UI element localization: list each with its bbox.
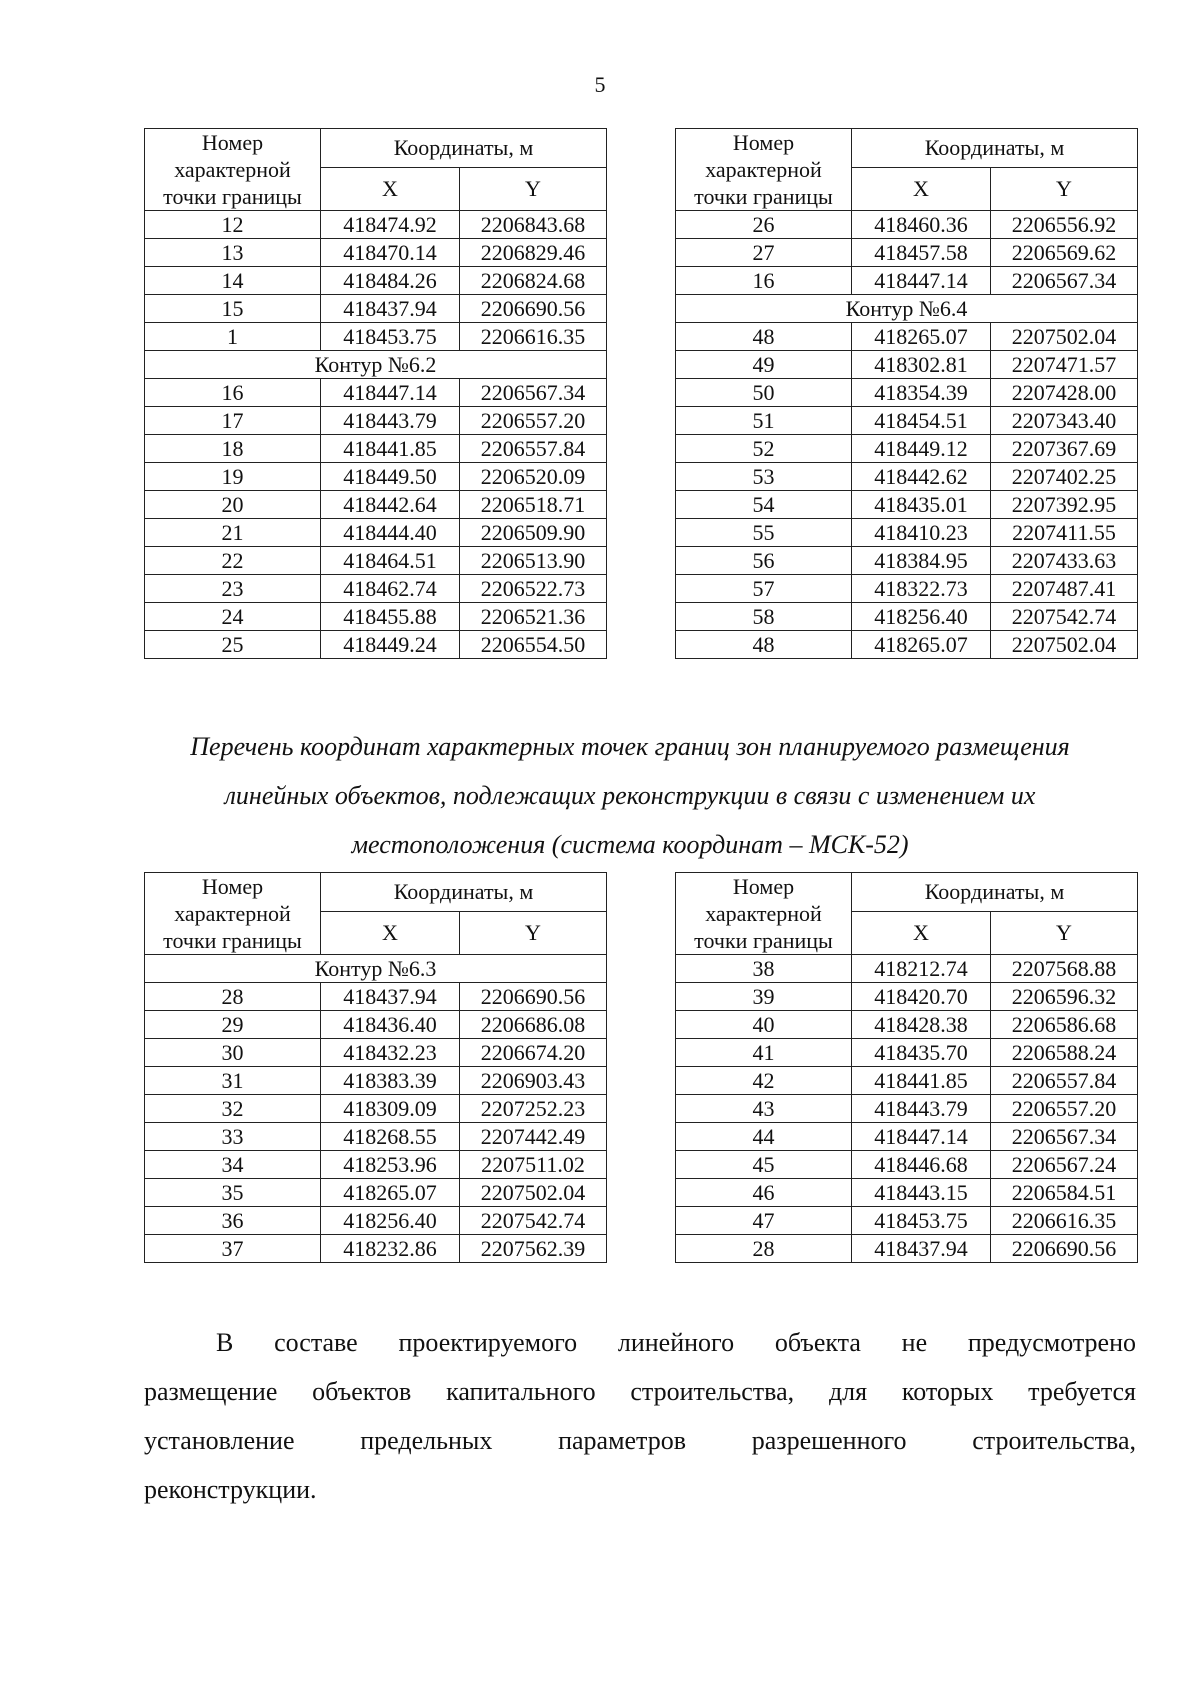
table-row [676,211,1138,239]
point-number-cell: 35 [145,1179,321,1207]
caption-line: линейных объектов, подлежащих реконструкции в связи с изменением их [224,781,1036,810]
y-coordinate-cell: 2207542.74 [991,603,1138,631]
table-row [676,519,1138,547]
point-number-cell: 40 [676,1011,852,1039]
point-number-cell: 53 [676,463,852,491]
table-row [145,323,607,351]
y-column-header: Y [460,168,607,211]
y-coordinate-cell: 2206567.24 [991,1151,1138,1179]
coords-table-top-left [144,128,607,659]
point-number-cell: 28 [676,1235,852,1263]
y-coordinate-cell: 2207392.95 [991,491,1138,519]
table-row [676,379,1138,407]
x-coordinate-cell: 418268.55 [321,1123,460,1151]
point-number-cell: 13 [145,239,321,267]
table-row [676,983,1138,1011]
x-coordinate-cell: 418457.58 [852,239,991,267]
y-coordinate-cell: 2206567.34 [991,267,1138,295]
point-number-header: Номер характерной точки границы [676,873,852,955]
y-coordinate-cell: 2206616.35 [460,323,607,351]
table-row [145,435,607,463]
point-number-cell: 48 [676,323,852,351]
x-coordinate-cell: 418453.75 [852,1207,991,1235]
point-number-cell: 17 [145,407,321,435]
table-row [145,295,607,323]
table-row [676,1123,1138,1151]
table-row [145,1235,607,1263]
point-number-cell: 30 [145,1039,321,1067]
point-number-cell: 37 [145,1235,321,1263]
y-coordinate-cell: 2207511.02 [460,1151,607,1179]
y-coordinate-cell: 2206690.56 [460,295,607,323]
table-row [145,575,607,603]
point-number-cell: 51 [676,407,852,435]
contour-label: Контур №6.2 [145,351,607,379]
y-coordinate-cell: 2206554.50 [460,631,607,659]
table-row [145,547,607,575]
point-number-cell: 46 [676,1179,852,1207]
x-coordinate-cell: 418447.14 [321,379,460,407]
table-row [145,1095,607,1123]
coords-table-top-right [675,128,1138,659]
table-row [676,239,1138,267]
point-number-cell: 36 [145,1207,321,1235]
y-coordinate-cell: 2207471.57 [991,351,1138,379]
point-number-cell: 23 [145,575,321,603]
contour-label: Контур №6.4 [676,295,1138,323]
point-number-cell: 44 [676,1123,852,1151]
y-coordinate-cell: 2206513.90 [460,547,607,575]
point-number-cell: 52 [676,435,852,463]
paragraph-line: размещение объектов капитального строительства, для которых требуется [144,1377,1136,1406]
point-number-cell: 48 [676,631,852,659]
y-coordinate-cell: 2207542.74 [460,1207,607,1235]
point-number-cell: 50 [676,379,852,407]
y-coordinate-cell: 2206690.56 [460,983,607,1011]
y-coordinate-cell: 2207428.00 [991,379,1138,407]
y-coordinate-cell: 2206557.84 [991,1067,1138,1095]
x-coordinate-cell: 418454.51 [852,407,991,435]
point-number-cell: 12 [145,211,321,239]
x-coordinate-cell: 418437.94 [321,983,460,1011]
coords-table-bottom-right [675,872,1138,1263]
y-coordinate-cell: 2207562.39 [460,1235,607,1263]
x-coordinate-cell: 418462.74 [321,575,460,603]
table-row [145,379,607,407]
table-row [676,1067,1138,1095]
x-column-header: X [852,168,991,211]
y-coordinate-cell: 2206522.73 [460,575,607,603]
point-number-cell: 26 [676,211,852,239]
table-row [145,407,607,435]
table-row [145,239,607,267]
point-number-cell: 14 [145,267,321,295]
page-number: 5 [594,72,606,97]
contour-row [145,955,607,983]
coords-table-bottom-left [144,872,607,1263]
x-coordinate-cell: 418484.26 [321,267,460,295]
paragraph-line: В составе проектируемого линейного объекта не предусмотрено [216,1328,1136,1357]
point-number-cell: 54 [676,491,852,519]
point-number-cell: 39 [676,983,852,1011]
y-coordinate-cell: 2206596.32 [991,983,1138,1011]
x-coordinate-cell: 418354.39 [852,379,991,407]
table-row [145,1207,607,1235]
x-coordinate-cell: 418265.07 [321,1179,460,1207]
x-column-header: X [321,168,460,211]
table-row [145,1011,607,1039]
y-coordinate-cell: 2206518.71 [460,491,607,519]
point-number-cell: 29 [145,1011,321,1039]
x-column-header: X [321,912,460,955]
point-number-cell: 43 [676,1095,852,1123]
table-row [145,1123,607,1151]
x-coordinate-cell: 418212.74 [852,955,991,983]
table-row [145,1151,607,1179]
point-number-cell: 38 [676,955,852,983]
x-coordinate-cell: 418253.96 [321,1151,460,1179]
table-row [145,983,607,1011]
x-coordinate-cell: 418449.24 [321,631,460,659]
x-coordinate-cell: 418444.40 [321,519,460,547]
table-row [676,1235,1138,1263]
table-row [145,631,607,659]
x-coordinate-cell: 418302.81 [852,351,991,379]
y-coordinate-cell: 2206569.62 [991,239,1138,267]
point-number-cell: 57 [676,575,852,603]
x-coordinate-cell: 418232.86 [321,1235,460,1263]
y-coordinate-cell: 2207487.41 [991,575,1138,603]
y-coordinate-cell: 2206557.20 [991,1095,1138,1123]
x-coordinate-cell: 418443.79 [852,1095,991,1123]
y-coordinate-cell: 2207367.69 [991,435,1138,463]
x-coordinate-cell: 418447.14 [852,267,991,295]
x-coordinate-cell: 418443.79 [321,407,460,435]
y-coordinate-cell: 2207343.40 [991,407,1138,435]
table-row [145,1179,607,1207]
x-coordinate-cell: 418265.07 [852,631,991,659]
point-number-header: Номер характерной точки границы [145,129,321,211]
table-row [145,267,607,295]
contour-label: Контур №6.3 [145,955,607,983]
y-coordinate-cell: 2207568.88 [991,955,1138,983]
point-number-cell: 33 [145,1123,321,1151]
point-number-cell: 34 [145,1151,321,1179]
caption-line: Перечень координат характерных точек границ зон планируемого размещения [190,732,1070,761]
table-row [676,323,1138,351]
y-coordinate-cell: 2207433.63 [991,547,1138,575]
table-row [145,1067,607,1095]
paragraph-line: реконструкции. [144,1475,317,1504]
y-coordinate-cell: 2207411.55 [991,519,1138,547]
x-coordinate-cell: 418470.14 [321,239,460,267]
point-number-cell: 58 [676,603,852,631]
point-number-cell: 18 [145,435,321,463]
table-row [676,1011,1138,1039]
y-coordinate-cell: 2206557.20 [460,407,607,435]
point-number-cell: 47 [676,1207,852,1235]
coordinates-header: Координаты, м [852,129,1138,168]
y-coordinate-cell: 2207252.23 [460,1095,607,1123]
table-row [676,351,1138,379]
point-number-cell: 42 [676,1067,852,1095]
x-coordinate-cell: 418437.94 [852,1235,991,1263]
table-row [676,407,1138,435]
x-coordinate-cell: 418453.75 [321,323,460,351]
body-paragraph [144,1318,1136,1514]
section-caption [140,722,1120,869]
x-coordinate-cell: 418420.70 [852,983,991,1011]
y-coordinate-cell: 2206903.43 [460,1067,607,1095]
table-row [676,955,1138,983]
table-row [676,1151,1138,1179]
y-coordinate-cell: 2206588.24 [991,1039,1138,1067]
table-row [145,1039,607,1067]
y-coordinate-cell: 2206686.08 [460,1011,607,1039]
table-row [676,435,1138,463]
table-row [145,211,607,239]
point-number-cell: 28 [145,983,321,1011]
point-number-cell: 21 [145,519,321,547]
x-coordinate-cell: 418441.85 [321,435,460,463]
y-coordinate-cell: 2207502.04 [991,631,1138,659]
y-coordinate-cell: 2207442.49 [460,1123,607,1151]
point-number-cell: 19 [145,463,321,491]
x-coordinate-cell: 418432.23 [321,1039,460,1067]
x-coordinate-cell: 418446.68 [852,1151,991,1179]
x-coordinate-cell: 418460.36 [852,211,991,239]
contour-row [676,295,1138,323]
point-number-cell: 15 [145,295,321,323]
y-coordinate-cell: 2206567.34 [991,1123,1138,1151]
x-coordinate-cell: 418256.40 [852,603,991,631]
table-row [676,631,1138,659]
point-number-cell: 41 [676,1039,852,1067]
point-number-cell: 1 [145,323,321,351]
y-coordinate-cell: 2207502.04 [460,1179,607,1207]
y-coordinate-cell: 2206520.09 [460,463,607,491]
point-number-cell: 25 [145,631,321,659]
table-row [676,1179,1138,1207]
table-row [676,1095,1138,1123]
x-coordinate-cell: 418383.39 [321,1067,460,1095]
point-number-cell: 55 [676,519,852,547]
y-column-header: Y [460,912,607,955]
table-row [676,1207,1138,1235]
x-coordinate-cell: 418447.14 [852,1123,991,1151]
y-coordinate-cell: 2206616.35 [991,1207,1138,1235]
x-coordinate-cell: 418256.40 [321,1207,460,1235]
x-coordinate-cell: 418464.51 [321,547,460,575]
x-coordinate-cell: 418309.09 [321,1095,460,1123]
x-coordinate-cell: 418449.12 [852,435,991,463]
point-number-cell: 16 [145,379,321,407]
caption-line: местоположения (система координат – МСК-52) [351,830,909,859]
y-coordinate-cell: 2206674.20 [460,1039,607,1067]
point-number-cell: 27 [676,239,852,267]
x-coordinate-cell: 418428.38 [852,1011,991,1039]
point-number-header: Номер характерной точки границы [145,873,321,955]
coordinates-header: Координаты, м [852,873,1138,912]
x-coordinate-cell: 418449.50 [321,463,460,491]
point-number-cell: 32 [145,1095,321,1123]
x-coordinate-cell: 418455.88 [321,603,460,631]
point-number-cell: 31 [145,1067,321,1095]
x-coordinate-cell: 418443.15 [852,1179,991,1207]
coordinates-header: Координаты, м [321,873,607,912]
coordinates-header: Координаты, м [321,129,607,168]
table-row [145,491,607,519]
table-row [676,575,1138,603]
point-number-cell: 24 [145,603,321,631]
point-number-cell: 56 [676,547,852,575]
point-number-cell: 49 [676,351,852,379]
y-coordinate-cell: 2206690.56 [991,1235,1138,1263]
table-row [676,1039,1138,1067]
y-coordinate-cell: 2206557.84 [460,435,607,463]
x-coordinate-cell: 418435.01 [852,491,991,519]
y-coordinate-cell: 2206843.68 [460,211,607,239]
y-coordinate-cell: 2207402.25 [991,463,1138,491]
y-coordinate-cell: 2206829.46 [460,239,607,267]
x-coordinate-cell: 418474.92 [321,211,460,239]
y-coordinate-cell: 2206824.68 [460,267,607,295]
x-coordinate-cell: 418322.73 [852,575,991,603]
x-coordinate-cell: 418441.85 [852,1067,991,1095]
x-column-header: X [852,912,991,955]
y-coordinate-cell: 2206586.68 [991,1011,1138,1039]
table-row [676,603,1138,631]
x-coordinate-cell: 418435.70 [852,1039,991,1067]
contour-row [145,351,607,379]
y-column-header: Y [991,912,1138,955]
paragraph-line: установление предельных параметров разрешенного строительства, [144,1426,1136,1455]
x-coordinate-cell: 418436.40 [321,1011,460,1039]
x-coordinate-cell: 418442.64 [321,491,460,519]
x-coordinate-cell: 418442.62 [852,463,991,491]
y-coordinate-cell: 2206509.90 [460,519,607,547]
point-number-cell: 22 [145,547,321,575]
y-coordinate-cell: 2206584.51 [991,1179,1138,1207]
y-coordinate-cell: 2206556.92 [991,211,1138,239]
point-number-header: Номер характерной точки границы [676,129,852,211]
table-row [676,491,1138,519]
x-coordinate-cell: 418265.07 [852,323,991,351]
y-coordinate-cell: 2206521.36 [460,603,607,631]
table-row [145,463,607,491]
table-row [676,267,1138,295]
table-row [145,519,607,547]
y-coordinate-cell: 2206567.34 [460,379,607,407]
y-coordinate-cell: 2207502.04 [991,323,1138,351]
table-row [676,463,1138,491]
table-row [676,547,1138,575]
point-number-cell: 16 [676,267,852,295]
x-coordinate-cell: 418410.23 [852,519,991,547]
x-coordinate-cell: 418437.94 [321,295,460,323]
x-coordinate-cell: 418384.95 [852,547,991,575]
point-number-cell: 20 [145,491,321,519]
point-number-cell: 45 [676,1151,852,1179]
y-column-header: Y [991,168,1138,211]
table-row [145,603,607,631]
